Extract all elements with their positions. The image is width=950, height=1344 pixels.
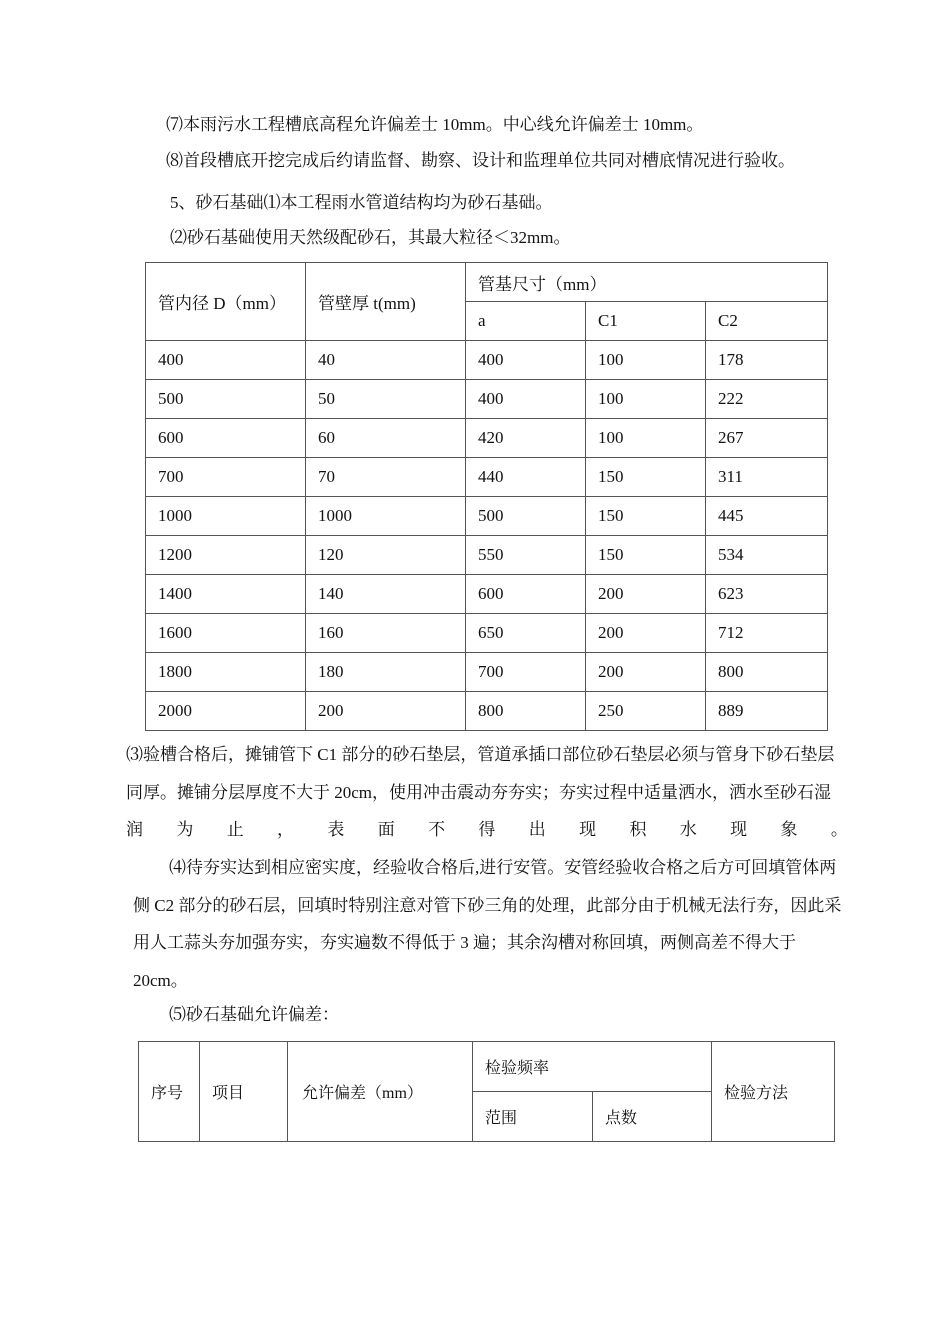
cell-inner-diameter: 700 xyxy=(146,458,306,497)
paragraph-4-line-4: 20cm。 xyxy=(133,970,188,990)
table-row xyxy=(146,380,828,419)
cell-base-c1: 200 xyxy=(586,653,706,692)
paragraph-3-line-3 xyxy=(126,811,848,849)
cell-base-c1: 150 xyxy=(586,458,706,497)
cell-base-c2: 445 xyxy=(706,497,828,536)
paragraph-3-line-2: 同厚。摊铺分层厚度不大于 20cm，使用冲击震动夯夯实；夯实过程中适量洒水，洒水至砂石湿 xyxy=(126,782,832,802)
table-row xyxy=(146,341,828,380)
paragraph-3-char: 现 xyxy=(579,820,597,839)
cell-base-a: 800 xyxy=(466,692,586,731)
header-inner-diameter: 管内径 D（mm） xyxy=(146,263,306,341)
cell-base-c2: 311 xyxy=(706,458,828,497)
cell-inner-diameter: 2000 xyxy=(146,692,306,731)
cell-inner-diameter: 500 xyxy=(146,380,306,419)
subheader-c1: C1 xyxy=(586,302,706,341)
paragraph-4-line-2: 侧 C2 部分的砂石层，回填时特别注意对管下砂三角的处理，此部分由于机械无法行夯，因此采 xyxy=(133,895,842,915)
cell-wall-thickness: 120 xyxy=(306,536,466,575)
cell-base-a: 440 xyxy=(466,458,586,497)
header-item: 项目 xyxy=(200,1042,288,1142)
header-inspection-method: 检验方法 xyxy=(712,1042,835,1142)
header-inspection-frequency: 检验频率 xyxy=(473,1042,712,1092)
paragraph-4-line-1: ⑷待夯实达到相应密实度，经验收合格后,进行安管。安管经验收合格之后方可回填管体两 xyxy=(169,858,837,877)
subheader-range: 范围 xyxy=(473,1092,593,1142)
cell-base-a: 600 xyxy=(466,575,586,614)
cell-inner-diameter: 1400 xyxy=(146,575,306,614)
header-tolerance: 允许偏差（mm） xyxy=(288,1042,473,1142)
cell-base-c2: 889 xyxy=(706,692,828,731)
paragraph-4 xyxy=(133,849,849,999)
cell-wall-thickness: 160 xyxy=(306,614,466,653)
cell-inner-diameter: 1000 xyxy=(146,497,306,536)
cell-wall-thickness: 1000 xyxy=(306,497,466,536)
section-5-item-2: ⑵砂石基础使用天然级配砂石，其最大粒径＜32mm。 xyxy=(170,228,571,247)
section-5-heading: 5、砂石基础⑴本工程雨水管道结构均为砂石基础。 xyxy=(170,193,553,212)
subheader-a: a xyxy=(466,302,586,341)
paragraph-3-char: 止 xyxy=(226,820,244,839)
cell-base-c1: 100 xyxy=(586,380,706,419)
table-row xyxy=(146,692,828,731)
cell-inner-diameter: 1200 xyxy=(146,536,306,575)
cell-base-c1: 150 xyxy=(586,536,706,575)
cell-base-c2: 623 xyxy=(706,575,828,614)
header-wall-thickness: 管壁厚 t(mm) xyxy=(306,263,466,341)
cell-wall-thickness: 70 xyxy=(306,458,466,497)
subheader-c2: C2 xyxy=(706,302,828,341)
paragraph-5: ⑸砂石基础允许偏差： xyxy=(169,1005,339,1024)
cell-inner-diameter: 600 xyxy=(146,419,306,458)
paragraph-3-line-1: ⑶验槽合格后，摊铺管下 C1 部分的砂石垫层，管道承插口部位砂石垫层必须与管身下砂石垫层 xyxy=(126,745,835,764)
cell-wall-thickness: 60 xyxy=(306,419,466,458)
paragraph-3-char: 现 xyxy=(730,820,748,839)
cell-base-c1: 200 xyxy=(586,614,706,653)
cell-base-a: 420 xyxy=(466,419,586,458)
paragraph-3-char: 得 xyxy=(478,820,496,839)
cell-base-a: 650 xyxy=(466,614,586,653)
cell-base-c1: 150 xyxy=(586,497,706,536)
table-row xyxy=(146,575,828,614)
table-row xyxy=(146,614,828,653)
cell-wall-thickness: 180 xyxy=(306,653,466,692)
paragraph-3-char: 不 xyxy=(428,820,446,839)
header-serial-no: 序号 xyxy=(139,1042,200,1142)
paragraph-3-char: 。 xyxy=(830,820,848,839)
paragraph-3-char: 润 xyxy=(126,820,143,839)
table-row xyxy=(146,653,828,692)
table-row xyxy=(146,536,828,575)
paragraph-3-char: 表 xyxy=(327,820,345,839)
cell-base-c1: 250 xyxy=(586,692,706,731)
paragraph-3-char: ， xyxy=(277,820,295,839)
cell-base-a: 550 xyxy=(466,536,586,575)
paragraph-7: ⑺本雨污水工程槽底高程允许偏差士 10mm。中心线允许偏差士 10mm。 xyxy=(166,115,704,134)
paragraph-4-line-3: 用人工蒜头夯加强夯实，夯实遍数不得低于 3 遍；其余沟槽对称回填，两侧高差不得大于 xyxy=(133,933,796,952)
cell-base-a: 700 xyxy=(466,653,586,692)
paragraph-3-char: 出 xyxy=(528,820,546,839)
cell-inner-diameter: 400 xyxy=(146,341,306,380)
paragraph-3-char: 面 xyxy=(377,820,395,839)
cell-inner-diameter: 1800 xyxy=(146,653,306,692)
cell-base-c2: 712 xyxy=(706,614,828,653)
cell-inner-diameter: 1600 xyxy=(146,614,306,653)
cell-base-c2: 267 xyxy=(706,419,828,458)
cell-base-c2: 222 xyxy=(706,380,828,419)
cell-base-c1: 100 xyxy=(586,419,706,458)
cell-base-a: 400 xyxy=(466,380,586,419)
table-row xyxy=(146,458,828,497)
cell-wall-thickness: 140 xyxy=(306,575,466,614)
cell-wall-thickness: 50 xyxy=(306,380,466,419)
paragraph-3-char: 水 xyxy=(679,820,697,839)
cell-base-c2: 534 xyxy=(706,536,828,575)
cell-base-c1: 100 xyxy=(586,341,706,380)
cell-base-c1: 200 xyxy=(586,575,706,614)
paragraph-8: ⑻首段槽底开挖完成后约请监督、勘察、设计和监理单位共同对槽底情况进行验收。 xyxy=(166,151,795,170)
cell-base-a: 400 xyxy=(466,341,586,380)
paragraph-3 xyxy=(126,736,848,849)
table-row xyxy=(146,497,828,536)
tolerance-table xyxy=(138,1041,835,1142)
cell-wall-thickness: 200 xyxy=(306,692,466,731)
header-base-size: 管基尺寸（mm） xyxy=(466,263,828,302)
cell-wall-thickness: 40 xyxy=(306,341,466,380)
paragraph-3-char: 为 xyxy=(176,820,194,839)
paragraph-3-char: 象 xyxy=(780,820,798,839)
pipe-base-table xyxy=(145,262,828,731)
subheader-points: 点数 xyxy=(593,1092,712,1142)
cell-base-c2: 800 xyxy=(706,653,828,692)
cell-base-a: 500 xyxy=(466,497,586,536)
table-row xyxy=(146,419,828,458)
cell-base-c2: 178 xyxy=(706,341,828,380)
paragraph-3-char: 积 xyxy=(629,820,647,839)
